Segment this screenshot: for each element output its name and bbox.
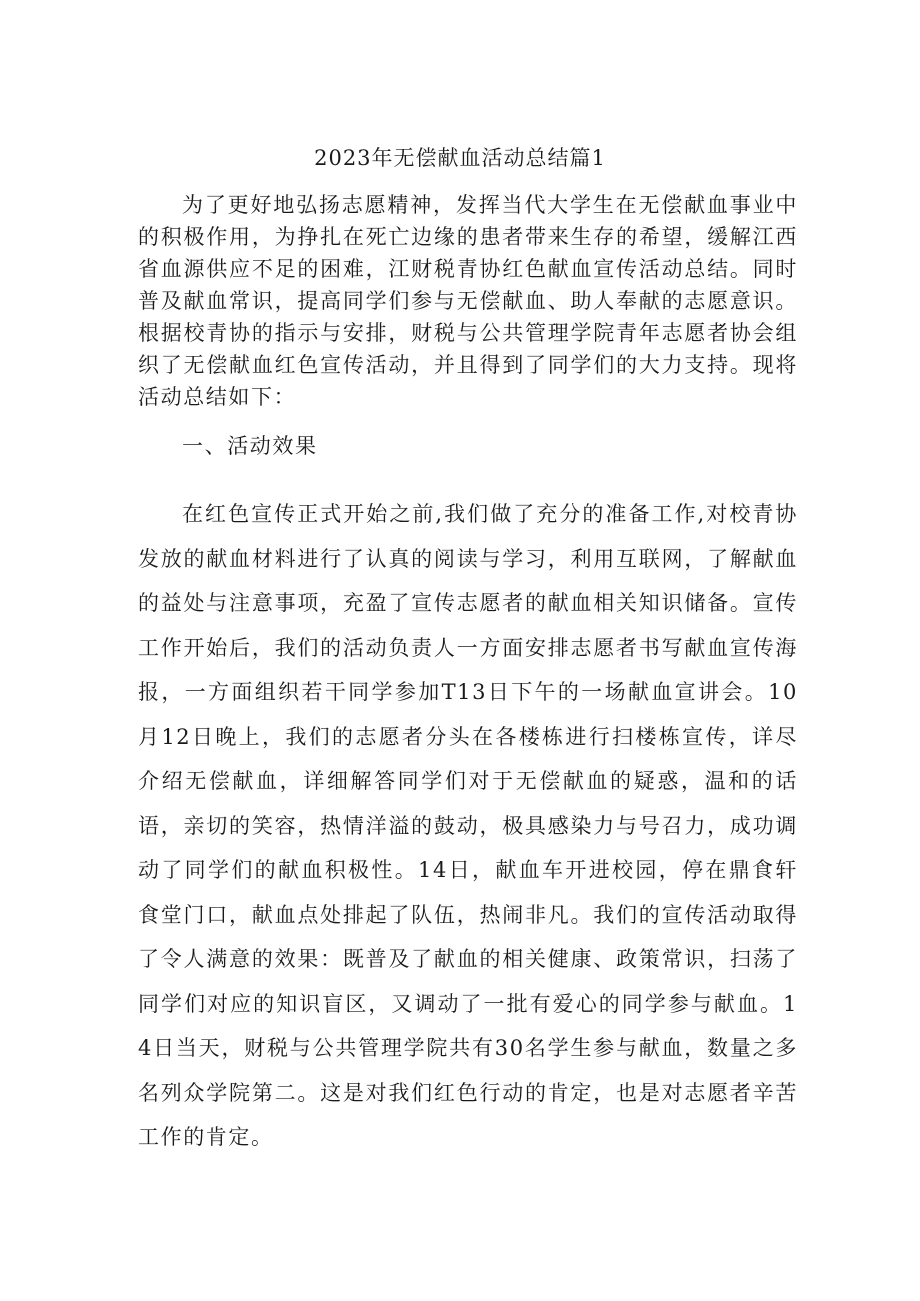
intro-paragraph: 为了更好地弘扬志愿精神，发挥当代大学生在无偿献血事业中的积极作用，为挣扎在死亡边缘的患者带来生存的希望，缓解江西省血源供应不足的困难，江财税青协红色献血宣传活动总结。同时普及献血常识，提高同学们参与无偿献血、助人奉献的志愿意识。根据校青协的指示与安排，财税与公共管理学院青年志愿者协会组织了无偿献血红色宣传活动，并且得到了同学们的大力支持。现将活动总结如下： <box>138 193 798 409</box>
document-title: 2023年无偿献血活动总结篇1 <box>314 146 606 170</box>
section-heading: 一、活动效果 <box>182 434 318 458</box>
section-paragraph: 在红色宣传正式开始之前,我们做了充分的准备工作,对校青协发放的献血材料进行了认真的阅读与学习，利用互联网，了解献血的益处与注意事项，充盈了宣传志愿者的献血相关知识储备。宣传工作开始后，我们的活动负责人一方面安排志愿者书写献血宣传海报，一方面组织若干同学参加T13日下午的一场献血宣讲会。10月12日晚上，我们的志愿者分头在各楼栋进行扫楼栋宣传，详尽介绍无偿献血，详细解答同学们对于无偿献血的疑惑，温和的话语，亲切的笑容，热情洋溢的鼓动，极具感染力与号召力，成功调动了同学们的献血积极性。14日，献血车开进校园，停在鼎食轩食堂门口，献血点处排起了队伍，热闹非凡。我们的宣传活动取得了令人满意的效果：既普及了献血的相关健康、政策常识，扫荡了同学们对应的知识盲区，又调动了一批有爱心的同学参与献血。14日当天，财税与公共管理学院共有30名学生参与献血，数量之多名列众学院第二。这是对我们红色行动的肯定，也是对志愿者辛苦工作的肯定。 <box>138 502 798 1149</box>
